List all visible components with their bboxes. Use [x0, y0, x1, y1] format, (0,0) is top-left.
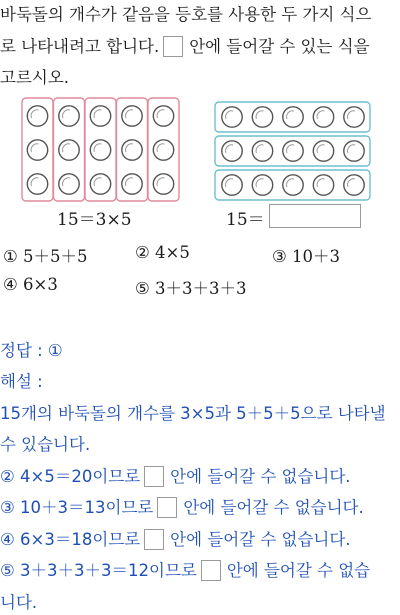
explanation-item-2-before: ② 4×5＝20이므로: [0, 467, 141, 486]
baduk-stone: [122, 174, 142, 194]
baduk-stone: [283, 107, 303, 127]
explanation-item-4: [0, 529, 351, 551]
explanation-label: 해설 :: [0, 372, 43, 391]
choice-5[interactable]: [135, 275, 247, 299]
answer-label: 정답 : ①: [0, 341, 63, 360]
choice-1[interactable]: [3, 243, 88, 267]
baduk-stone: [283, 141, 303, 161]
baduk-stones-figure: [0, 96, 400, 208]
left-stone-groups: [22, 98, 179, 201]
baduk-stone: [344, 141, 364, 161]
explanation-item-4-before: ④ 6×3＝18이므로: [0, 530, 141, 549]
baduk-stone: [59, 106, 79, 126]
blank-box: [201, 560, 221, 581]
explanation-item-4-after: 안에 들어갈 수 없습니다.: [170, 530, 351, 549]
choice-3-expr: 10＋3: [292, 247, 341, 266]
baduk-stone: [90, 106, 110, 126]
baduk-stone: [27, 174, 47, 194]
baduk-stone: [153, 106, 173, 126]
baduk-stone: [252, 141, 272, 161]
baduk-stone: [313, 141, 333, 161]
choice-4-number: ④: [3, 275, 18, 294]
baduk-stone: [90, 140, 110, 160]
explanation-item-3-before: ③ 10＋3＝13이므로: [0, 498, 154, 517]
baduk-stone: [222, 175, 242, 195]
explanation-item-2: [0, 466, 351, 488]
explanation-item-5: [0, 560, 370, 582]
explanation-item-2-after: 안에 들어갈 수 없습니다.: [170, 467, 351, 486]
baduk-stone: [252, 175, 272, 195]
right-stone-groups: [215, 102, 370, 200]
baduk-stone: [283, 175, 303, 195]
choice-5-expr: 3＋3＋3＋3: [155, 279, 247, 298]
blank-box: [163, 36, 183, 57]
baduk-stone: [344, 107, 364, 127]
choice-1-number: ①: [3, 247, 18, 266]
right-equation-answer-box: [269, 204, 361, 228]
baduk-stone: [252, 107, 272, 127]
baduk-stone: [90, 174, 110, 194]
baduk-stone: [222, 107, 242, 127]
choice-2-expr: 4×5: [155, 243, 190, 262]
baduk-stone: [313, 107, 333, 127]
explanation-item-5-after: 안에 들어갈 수 없습: [226, 561, 371, 580]
question-line-2-before: 로 나타내려고 합니다.: [0, 37, 160, 56]
explanation-line-2: 수 있습니다.: [0, 435, 91, 454]
question-line-3: 고르시오.: [0, 68, 70, 87]
baduk-stone: [27, 106, 47, 126]
question-line-2-after: 안에 들어갈 수 있는 식을: [189, 37, 370, 56]
explanation-last-line: 니다.: [0, 593, 38, 612]
choice-4-expr: 6×3: [23, 275, 58, 294]
explanation-item-3: [0, 497, 364, 519]
baduk-stone: [222, 141, 242, 161]
blank-box: [157, 497, 177, 518]
baduk-stone: [344, 175, 364, 195]
choice-4[interactable]: [3, 275, 58, 294]
explanation-line-1: 15개의 바둑돌의 개수를 3×5과 5＋5＋5으로 나타낼: [0, 404, 386, 423]
choice-2[interactable]: [135, 243, 190, 262]
explanation-item-5-before: ⑤ 3＋3＋3＋3＝12이므로: [0, 561, 197, 580]
left-equation: 15＝3×5: [57, 210, 132, 230]
right-equation-prefix: 15＝: [226, 210, 265, 230]
explanation-item-3-after: 안에 들어갈 수 없습니다.: [183, 498, 364, 517]
baduk-stone: [122, 106, 142, 126]
question-line-1: 바둑돌의 개수가 같음을 등호를 사용한 두 가지 식으: [0, 5, 372, 24]
blank-box: [144, 529, 164, 550]
baduk-stone: [27, 140, 47, 160]
baduk-stone: [59, 140, 79, 160]
choice-1-expr: 5＋5＋5: [23, 247, 88, 266]
choice-5-number: ⑤: [135, 279, 150, 298]
baduk-stone: [59, 174, 79, 194]
baduk-stone: [122, 140, 142, 160]
blank-box: [144, 466, 164, 487]
baduk-stone: [153, 174, 173, 194]
choice-3-number: ③: [272, 247, 287, 266]
baduk-stone: [153, 140, 173, 160]
baduk-stone: [313, 175, 333, 195]
question-line-2: [0, 36, 370, 58]
choice-3[interactable]: [272, 243, 340, 267]
choice-2-number: ②: [135, 243, 150, 262]
